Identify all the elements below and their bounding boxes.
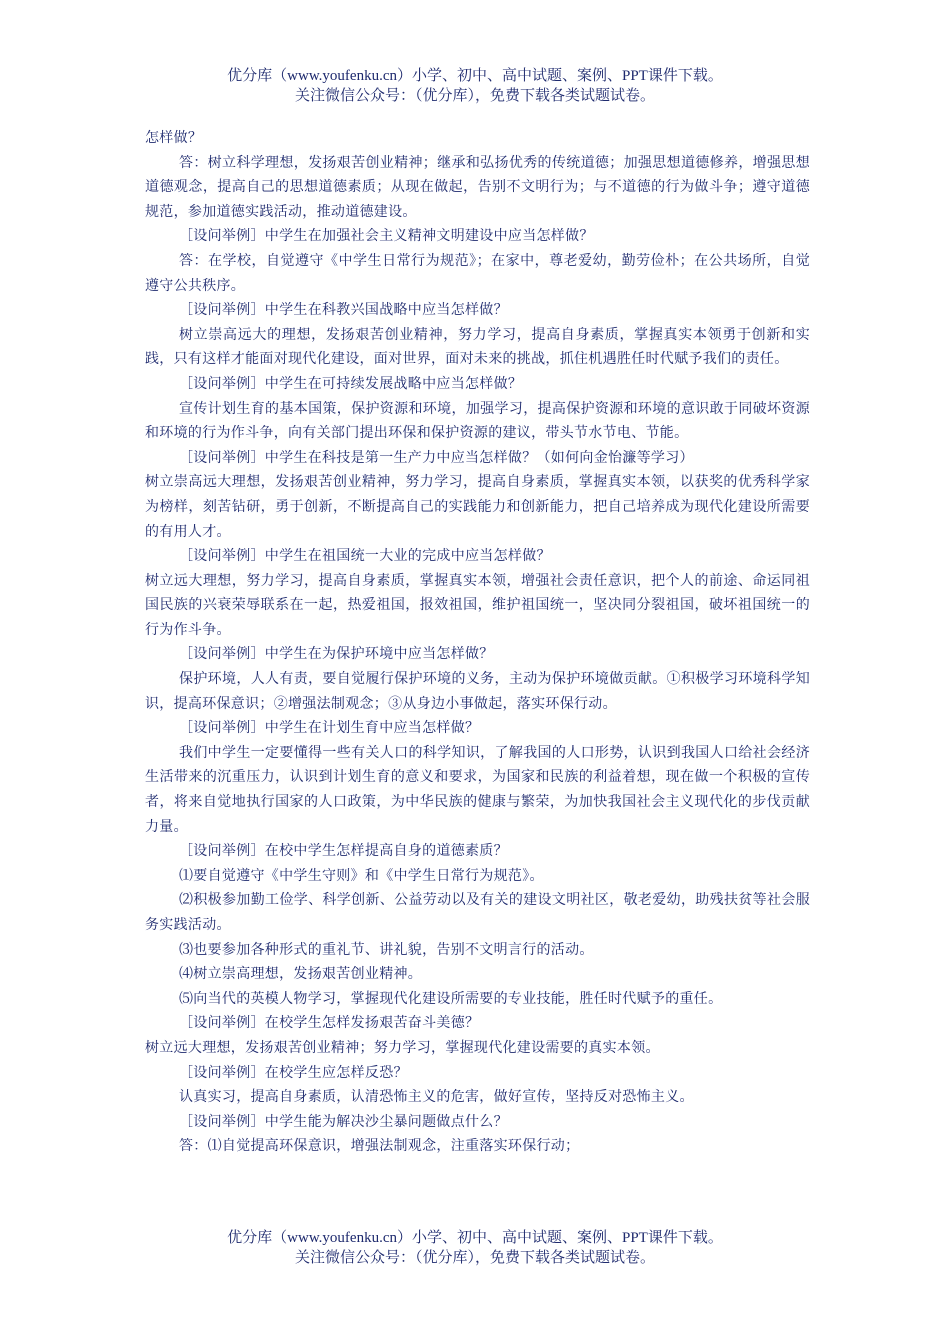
question-example: ［设问举例］中学生能为解决沙尘暴问题做点什么？ bbox=[179, 1113, 508, 1130]
paragraph: 树立崇高远大的理想，发扬艰苦创业精神，努力学习，提高自身素质，掌握真实本领勇于创新和实践，只有这样才能面对现代化建设，面对世界，面对未来的挑战，抓住机遇胜任时代赋予我们的责任。 bbox=[145, 326, 810, 368]
paragraph: 树立远大理想，发扬艰苦创业精神；努力学习，掌握现代化建设需要的真实本领。 bbox=[145, 1039, 660, 1056]
paragraph: ⑴要自觉遵守《中学生守则》和《中学生日常行为规范》。 bbox=[179, 867, 544, 884]
paragraph: 认真实习，提高自身素质，认清恐怖主义的危害，做好宣传，坚持反对恐怖主义。 bbox=[179, 1089, 694, 1106]
question-example: ［设问举例］中学生在祖国统一大业的完成中应当怎样做？ bbox=[179, 548, 551, 565]
page-header bbox=[0, 66, 950, 106]
question-example: ［设问举例］在校学生怎样发扬艰苦奋斗美德？ bbox=[179, 1015, 480, 1032]
paragraph: ⑵积极参加勤工俭学、科学创新、公益劳动以及有关的建设文明社区，敬老爱幼，助残扶贫等社会服务实践活动。 bbox=[145, 892, 810, 933]
question-example: ［设问举例］中学生在科技是第一生产力中应当怎样做？（如何向金怡濂等学习） bbox=[179, 449, 694, 466]
paragraph: 我们中学生一定要懂得一些有关人口的科学知识，了解我国的人口形势，认识到我国人口给社会经济生活带来的沉重压力，认识到计划生育的意义和要求，为国家和民族的利益着想，现在做一个积极的宣传者，将来自觉地执行国家的人口政策，为中华民族的健康与繁荣，为加快我国社会主义现代化的步伐贡献力量。 bbox=[145, 744, 810, 835]
paragraph: 宣传计划生育的基本国策，保护资源和环境，加强学习，提高保护资源和环境的意识敢于同破坏资源和环境的行为作斗争，向有关部门提出环保和保护资源的建议，带头节水节电、节能。 bbox=[145, 400, 810, 442]
question-example: ［设问举例］中学生在科教兴国战略中应当怎样做？ bbox=[179, 302, 508, 319]
paragraph: ⑸向当代的英模人物学习，掌握现代化建设所需要的专业技能，胜任时代赋予的重任。 bbox=[179, 990, 723, 1007]
paragraph: 怎样做？ bbox=[145, 130, 203, 146]
header-line-1: 优分库（www.youfenku.cn）小学、初中、高中试题、案例、PPT课件下载。 bbox=[227, 68, 723, 84]
question-example: ［设问举例］在校学生应怎样反恐？ bbox=[179, 1064, 408, 1081]
footer-line-1: 优分库（www.youfenku.cn）小学、初中、高中试题、案例、PPT课件下载。 bbox=[227, 1230, 723, 1246]
header-line-2: 关注微信公众号：（优分库），免费下载各类试题试卷。 bbox=[294, 88, 655, 104]
paragraph: 答：树立科学理想，发扬艰苦创业精神；继承和弘扬优秀的传统道德；加强思想道德修养，增强思想道德观念，提高自己的思想道德素质；从现在做起，告别不文明行为；与不道德的行为做斗争；遵守道德规范，参加道德实践活动，推动道德建设。 bbox=[145, 154, 810, 220]
question-example: ［设问举例］中学生在加强社会主义精神文明建设中应当怎样做？ bbox=[179, 228, 594, 245]
question-example: ［设问举例］中学生在可持续发展战略中应当怎样做？ bbox=[179, 375, 523, 392]
paragraph: ⑶也要参加各种形式的重礼节、讲礼貌，告别不文明言行的活动。 bbox=[179, 941, 594, 958]
paragraph: ⑷树立崇高理想，发扬艰苦创业精神。 bbox=[179, 966, 423, 983]
document-body bbox=[145, 126, 810, 1159]
question-example: ［设问举例］中学生在计划生育中应当怎样做？ bbox=[179, 720, 480, 737]
paragraph: 保护环境，人人有责，要自觉履行保护环境的义务，主动为保护环境做贡献。①积极学习环境科学知识，提高环保意识；②增强法制观念；③从身边小事做起，落实环保行动。 bbox=[145, 671, 810, 712]
paragraph: 树立崇高远大理想，发扬艰苦创业精神，努力学习，提高自身素质，掌握真实本领，以获奖的优秀科学家为榜样，刻苦钻研，勇于创新，不断提高自己的实践能力和创新能力，把自己培养成为现代化建设所需要的有用人才。 bbox=[145, 474, 810, 540]
paragraph: 树立远大理想，努力学习，提高自身素质，掌握真实本领，增强社会责任意识，把个人的前途、命运同祖国民族的兴衰荣辱联系在一起，热爱祖国，报效祖国，维护祖国统一，坚决同分裂祖国，破坏祖国统一的行为作斗争。 bbox=[145, 572, 810, 638]
footer-line-2: 关注微信公众号：（优分库），免费下载各类试题试卷。 bbox=[294, 1250, 655, 1266]
page-footer bbox=[0, 1228, 950, 1268]
question-example: ［设问举例］中学生在为保护环境中应当怎样做？ bbox=[179, 646, 494, 663]
question-example: ［设问举例］在校中学生怎样提高自身的道德素质？ bbox=[179, 843, 508, 860]
paragraph: 答：在学校，自觉遵守《中学生日常行为规范》；在家中，尊老爱幼，勤劳俭朴；在公共场所，自觉遵守公共秩序。 bbox=[145, 252, 810, 294]
paragraph: 答：⑴自觉提高环保意识，增强法制观念，注重落实环保行动； bbox=[179, 1138, 580, 1155]
